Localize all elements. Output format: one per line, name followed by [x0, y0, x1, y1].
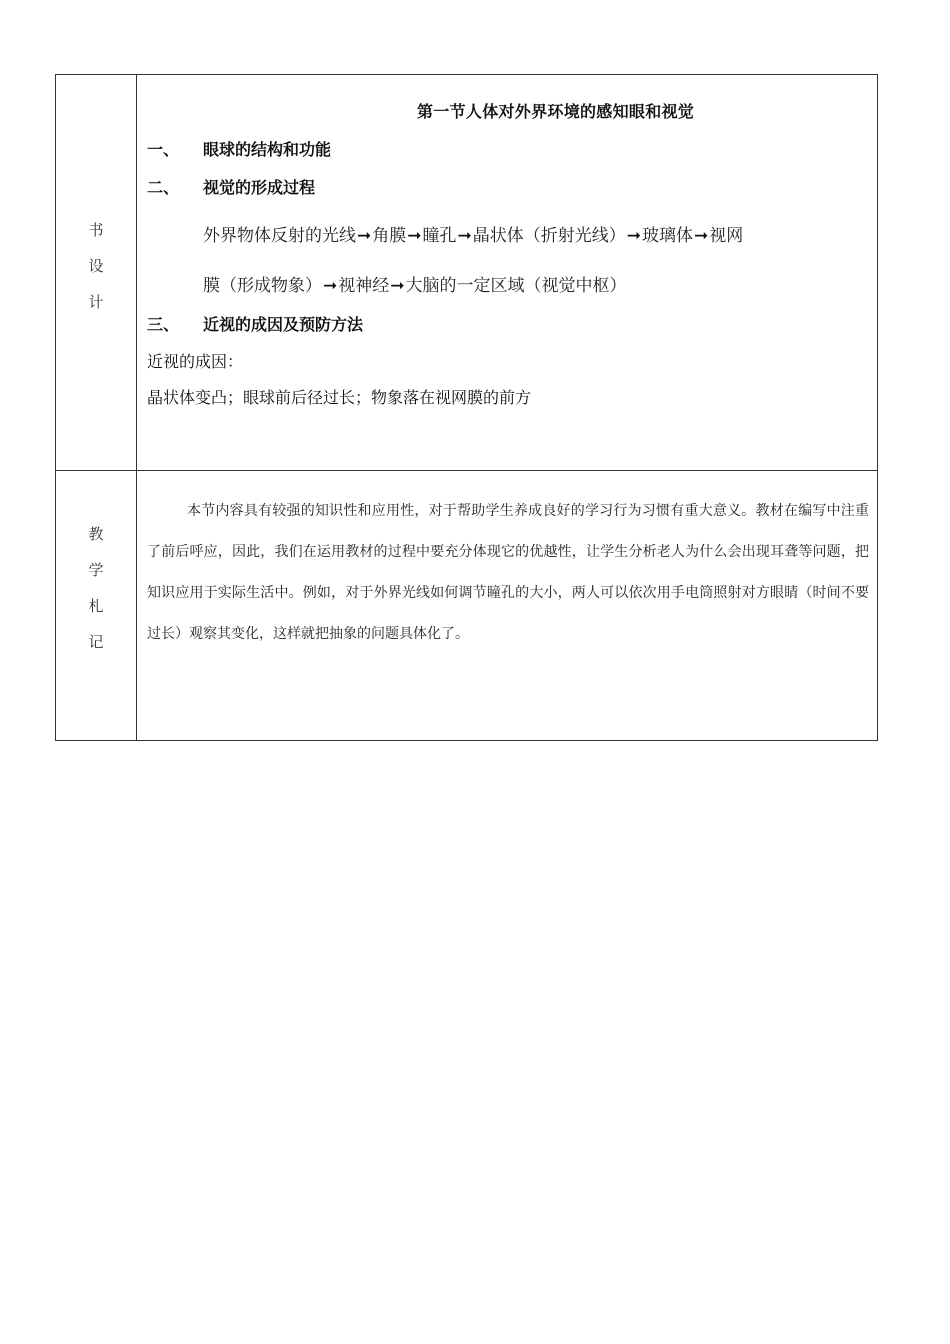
flow-step: 视网 [709, 226, 744, 246]
board-design-label [56, 75, 136, 320]
myopia-cause-label: 近视的成因： [147, 352, 244, 371]
section-number: 二、 [147, 178, 180, 197]
teaching-notes-label [56, 471, 136, 660]
board-design-row [56, 75, 878, 471]
section-heading-3 [147, 312, 363, 335]
section-heading-2 [147, 175, 315, 198]
teaching-notes-label-cell [56, 471, 137, 741]
section-number: 一、 [147, 140, 180, 159]
label-char: 札 [88, 597, 104, 615]
teaching-notes-row [56, 471, 878, 741]
board-design-content [137, 75, 878, 471]
lesson-plan-table [55, 74, 878, 741]
label-char: 设 [88, 257, 104, 275]
arrow-right-icon: ➞ [323, 276, 338, 296]
section-text: 眼球的结构和功能 [203, 140, 332, 159]
section-number: 三、 [147, 315, 180, 334]
flow-step: 膜（形成物象） [203, 276, 322, 296]
arrow-right-icon: ➞ [626, 226, 641, 246]
flow-step: 晶状体（折射光线） [472, 226, 626, 246]
section-heading-1 [147, 137, 331, 160]
flow-step: 玻璃体 [642, 226, 693, 246]
arrow-right-icon: ➞ [694, 226, 709, 246]
flow-step: 大脑的一定区域（视觉中枢） [405, 276, 627, 296]
arrow-right-icon: ➞ [357, 226, 372, 246]
vision-flow-line-2 [203, 271, 627, 296]
vision-flow-line-1 [203, 221, 743, 246]
label-char: 计 [88, 293, 104, 311]
arrow-right-icon: ➞ [407, 226, 422, 246]
flow-step: 瞳孔 [422, 226, 457, 246]
label-char: 记 [88, 633, 104, 651]
section-text: 视觉的形成过程 [203, 178, 316, 197]
board-design-label-cell [56, 75, 137, 471]
flow-step: 视神经 [338, 276, 390, 296]
label-char: 书 [88, 221, 104, 239]
label-char: 教 [88, 525, 104, 543]
arrow-right-icon: ➞ [457, 226, 472, 246]
section-text: 近视的成因及预防方法 [203, 315, 364, 334]
flow-step: 角膜 [372, 226, 407, 246]
arrow-right-icon: ➞ [390, 276, 405, 296]
lesson-title: 第一节人体对外界环境的感知眼和视觉 [417, 102, 695, 121]
myopia-cause-text: 晶状体变凸；眼球前后径过长；物象落在视网膜的前方 [147, 388, 532, 407]
teaching-notes-content [137, 471, 878, 741]
label-char: 学 [88, 561, 104, 579]
flow-step: 外界物体反射的光线 [203, 226, 356, 246]
teaching-notes-paragraph: 本节内容具有较强的知识性和应用性，对于帮助学生养成良好的学习行为习惯有重大意义。教材在编写中注重了前后呼应，因此，我们在运用教材的过程中要充分体现它的优越性，让学生分析老人为什么会出现耳聋等问题，把知识应用于实际生活中。例如，对于外界光线如何调节瞳孔的大小，两人可以依次用手电筒照射对方眼睛（时间不要过长）观察其变化，这样就把抽象的问题具体化了。 [147, 503, 869, 642]
